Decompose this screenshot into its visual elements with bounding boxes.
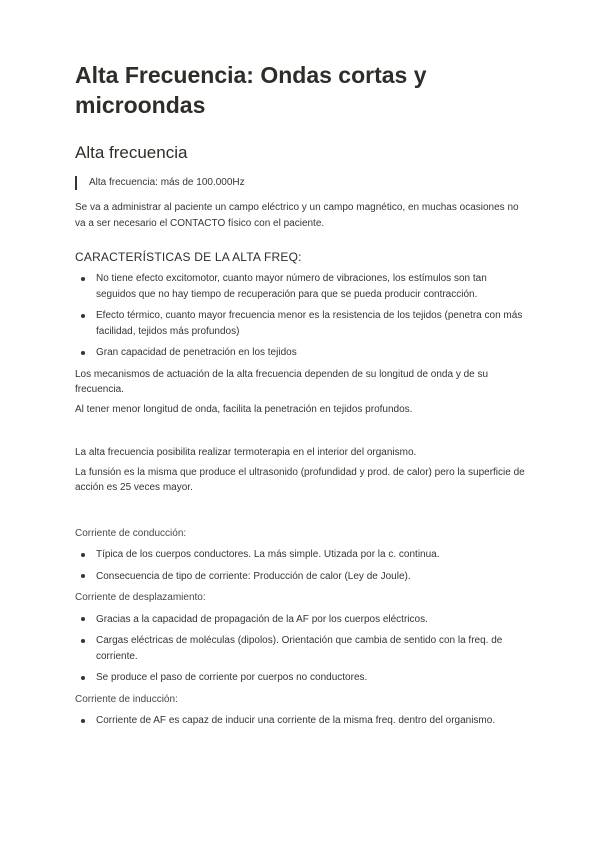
list-item-text: Consecuencia de tipo de corriente: Producción de calor (Ley de Joule).: [96, 570, 411, 582]
page-title: Alta Frecuencia: Ondas cortas y microondas: [75, 62, 427, 118]
bullet-icon: [81, 719, 85, 723]
conduction-current-label: Corriente de conducción:: [75, 527, 187, 539]
characteristics-heading: CARACTERÍSTICAS DE LA ALTA FREQ:: [75, 250, 302, 264]
list-item-text: Gran capacidad de penetración en los tejidos: [96, 347, 297, 358]
list-item: [75, 547, 525, 563]
bullet-icon: [81, 314, 85, 318]
list-item-text: Se produce el paso de corriente por cuerpos no conductores.: [96, 672, 368, 683]
list-item-text: Cargas eléctricas de moléculas (dipolos). Orientación que cambia de sentido con la freq. de corriente.: [96, 635, 503, 662]
list-item: [75, 271, 525, 302]
displacement-current-list: [75, 612, 525, 686]
induction-current-list: [75, 713, 525, 729]
list-item: [75, 308, 525, 339]
bullet-icon: [81, 574, 85, 578]
list-item: [75, 670, 525, 686]
list-item: [75, 569, 525, 585]
wavelength-paragraph: Al tener menor longitud de onda, facilita la penetración en tejidos profundos.: [75, 403, 413, 415]
list-item: [75, 345, 525, 361]
intro-paragraph: Se va a administrar al paciente un campo eléctrico y un campo magnético, en muchas ocasiones no va a ser necesario el CONTACTO físico con el paciente.: [75, 202, 519, 229]
ultrasound-comparison-paragraph: La funsión es la misma que produce el ultrasonido (profundidad y prod. de calor) pero la superficie de acción es 25 veces mayor.: [75, 466, 525, 493]
list-item-text: Gracias a la capacidad de propagación de la AF por los cuerpos eléctricos.: [96, 613, 428, 625]
thermotherapy-paragraph: La alta frecuencia posibilita realizar termoterapia en el interior del organismo.: [75, 447, 417, 458]
list-item-text: No tiene efecto excitomotor, cuanto mayor número de vibraciones, los estímulos son tan seguidos que no hay tiempo de recuperación para que se pueda producir contracción.: [96, 273, 487, 300]
induction-current-label: Corriente de inducción:: [75, 693, 178, 705]
bullet-icon: [81, 351, 85, 355]
list-item: [75, 612, 525, 628]
bullet-icon: [81, 639, 85, 643]
list-item-text: Corriente de AF es capaz de inducir una corriente de la misma freq. dentro del organismo.: [96, 715, 496, 726]
section-heading: Alta frecuencia: [75, 143, 188, 162]
list-item-text: Típica de los cuerpos conductores. La más simple. Utizada por la c. continua.: [96, 549, 440, 560]
bullet-icon: [81, 553, 85, 557]
bullet-icon: [81, 277, 85, 281]
list-item: [75, 633, 525, 664]
mechanism-paragraph: Los mecanismos de actuación de la alta frecuencia dependen de su longitud de onda y de su frecuencia.: [75, 368, 489, 395]
frequency-quote: Alta frecuencia: más de 100.000Hz: [75, 176, 525, 190]
list-item: [75, 713, 525, 729]
characteristics-list: [75, 271, 525, 361]
displacement-current-label: Corriente de desplazamiento:: [75, 592, 206, 603]
bullet-icon: [81, 617, 85, 621]
bullet-icon: [81, 676, 85, 680]
conduction-current-list: [75, 547, 525, 584]
list-item-text: Efecto térmico, cuanto mayor frecuencia menor es la resistencia de los tejidos (penetra con más facilidad, tejidos más profundos): [96, 310, 523, 337]
